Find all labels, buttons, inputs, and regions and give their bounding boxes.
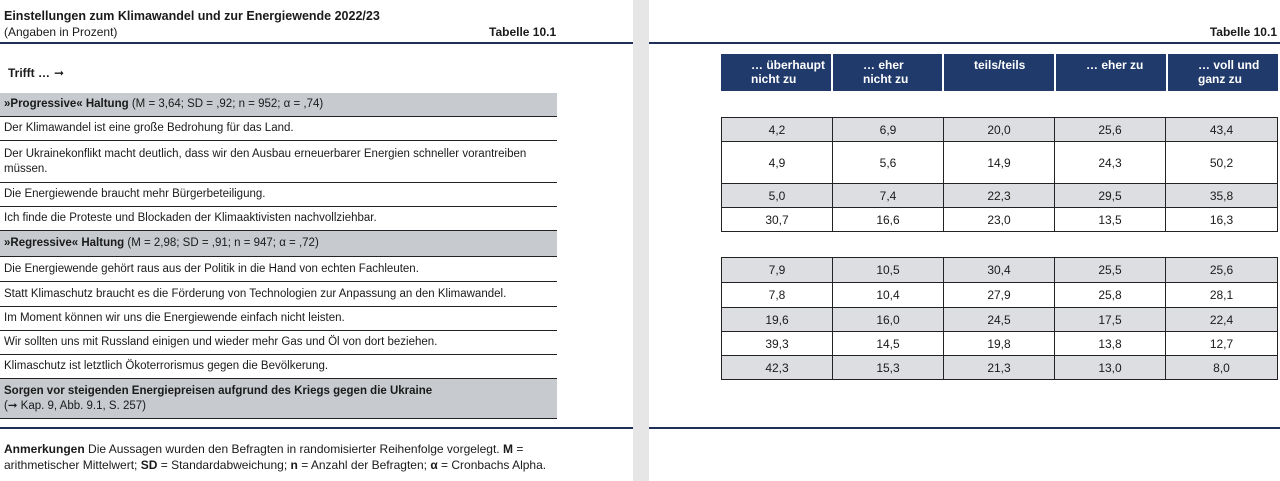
value-cell: 4,2 <box>722 118 833 141</box>
progressive-header-stats: (M = 3,64; SD = ,92; n = 952; α = ,74) <box>131 98 324 110</box>
value-row <box>721 207 1278 232</box>
regressive-header <box>0 231 557 257</box>
value-cell: 7,4 <box>833 184 944 207</box>
notes-alpha-def: = Cronbachs Alpha. <box>441 458 547 472</box>
value-cell: 25,8 <box>1055 283 1166 307</box>
value-cell: 16,3 <box>1209 212 1234 227</box>
regressive-header-stats: (M = 2,98; SD = ,91; n = 947; α = ,72) <box>127 237 319 249</box>
column-header-line: … überhaupt <box>751 58 825 72</box>
table-subtitle: (Angaben in Prozent) <box>4 25 118 39</box>
notes-sd-def: = Standardabweichung; <box>160 458 288 472</box>
sorgen-header-ref: (➞ Kap. 9, Abb. 9.1, S. 257) <box>4 399 146 412</box>
notes-alpha: α <box>430 458 438 472</box>
notes-sd: SD <box>140 458 158 472</box>
header-rule-left <box>0 42 633 44</box>
statement-row: Klimaschutz ist letztlich Ökoterrorismus gegen die Bevölkerung. <box>0 355 557 379</box>
value-cell: 16,6 <box>833 208 944 231</box>
value-cell: 8,0 <box>1166 356 1277 379</box>
sorgen-header <box>0 379 557 419</box>
page-gutter <box>633 0 649 481</box>
value-cell: 10,5 <box>833 258 944 282</box>
column-header-line: nicht zu <box>863 72 909 86</box>
footer-rule-right <box>649 427 1280 429</box>
value-cell: 13,8 <box>1055 332 1166 355</box>
value-cell: 25,6 <box>1166 258 1277 282</box>
value-cell: 35,8 <box>1166 184 1277 207</box>
statement-row: Der Klimawandel ist eine große Bedrohung für das Land. <box>0 117 557 141</box>
value-cell: 19,6 <box>722 308 833 331</box>
left-page <box>0 0 633 481</box>
right-page <box>649 0 1280 481</box>
value-cell: 14,9 <box>944 142 1055 183</box>
value-cell: 50,2 <box>1209 155 1234 170</box>
value-row <box>721 331 1278 356</box>
value-cell: 7,8 <box>722 283 833 307</box>
arrow-right-icon: ➞ <box>54 66 65 80</box>
value-cell: 22,3 <box>944 184 1055 207</box>
value-cell: 5,0 <box>722 184 833 207</box>
statement-row: Wir sollten uns mit Russland einigen und wieder mehr Gas und Öl von dort beziehen. <box>0 331 557 355</box>
notes-label: Anmerkungen <box>4 442 85 456</box>
value-cell: 20,0 <box>944 118 1055 141</box>
value-cell: 10,4 <box>833 283 944 307</box>
value-cell: 17,5 <box>1055 308 1166 331</box>
value-row <box>721 307 1278 332</box>
value-cell: 15,3 <box>833 356 944 379</box>
table-title: Einstellungen zum Klimawandel und zur Energiewende 2022/23 <box>4 9 380 23</box>
notes <box>4 441 594 473</box>
value-cell: 7,9 <box>722 258 833 282</box>
sorgen-header-label: Sorgen vor steigenden Energiepreisen aufgrund des Kriegs gegen die Ukraine <box>4 384 433 397</box>
value-cell: 21,3 <box>944 356 1055 379</box>
value-row <box>721 282 1278 308</box>
value-cell: 22,4 <box>1166 308 1277 331</box>
footer-rule-left <box>0 427 633 429</box>
notes-m-def: = arithmetischer Mittelwert; <box>4 442 524 472</box>
value-cell: 12,7 <box>1209 336 1234 351</box>
value-cell: 25,6 <box>1055 118 1166 141</box>
value-cell: 13,5 <box>1055 208 1166 231</box>
value-row <box>721 183 1278 208</box>
value-cell: 25,5 <box>1055 258 1166 282</box>
statement-row: Statt Klimaschutz braucht es die Förderung von Technologien zur Anpassung an den Klimawandel. <box>0 282 557 307</box>
value-row <box>721 355 1278 380</box>
statement-row: Im Moment können wir uns die Energiewende einfach nicht leisten. <box>0 307 557 331</box>
statement-row: Die Energiewende gehört raus aus der Politik in die Hand von echten Fachleuten. <box>0 257 557 282</box>
notes-n: n <box>290 458 298 472</box>
column-header-line: … voll und <box>1198 58 1260 72</box>
column-header-ueberhaupt-nicht <box>721 54 831 91</box>
value-row <box>721 117 1278 142</box>
value-cell: 23,0 <box>944 208 1055 231</box>
value-cell: 30,4 <box>944 258 1055 282</box>
column-header-line: nicht zu <box>751 72 797 86</box>
column-header-line: teils/teils <box>974 58 1026 72</box>
notes-text: Die Aussagen wurden den Befragten in randomisierter Reihenfolge vorgelegt. <box>88 442 500 456</box>
column-header-voll-und-ganz <box>1168 54 1278 91</box>
column-header-teils <box>944 54 1054 91</box>
value-cell: 30,7 <box>722 208 833 231</box>
column-header-line: ganz zu <box>1198 72 1242 86</box>
value-cell: 28,1 <box>1209 288 1234 302</box>
value-cell: 19,8 <box>944 332 1055 355</box>
table-number-right: Tabelle 10.1 <box>1209 25 1277 39</box>
value-cell: 29,5 <box>1055 184 1166 207</box>
column-header-line: … eher zu <box>1086 58 1144 72</box>
value-cell: 5,6 <box>833 142 944 183</box>
progressive-header <box>0 93 557 117</box>
statement-row: Der Ukrainekonflikt macht deutlich, dass wir den Ausbau erneuerbarer Energien schneller vorantreiben müssen. <box>0 141 557 183</box>
value-cell: 42,3 <box>722 356 833 379</box>
value-cell: 24,3 <box>1055 142 1166 183</box>
header-rule-right <box>649 42 1280 44</box>
table-number-left: Tabelle 10.1 <box>489 25 557 39</box>
regressive-header-label: »Regressive« Haltung <box>4 237 125 249</box>
notes-m: M <box>502 442 513 456</box>
column-header-eher-zu <box>1056 54 1166 91</box>
column-header-eher-nicht <box>833 54 942 91</box>
value-cell: 27,9 <box>944 283 1055 307</box>
statement-row: Die Energiewende braucht mehr Bürgerbeteiligung. <box>0 183 557 207</box>
value-cell: 13,0 <box>1055 356 1166 379</box>
trifft-label <box>8 66 64 80</box>
value-cell: 16,0 <box>833 308 944 331</box>
progressive-header-label: »Progressive« Haltung <box>4 98 129 110</box>
value-row <box>721 257 1278 283</box>
value-cell: 4,9 <box>722 142 833 183</box>
trifft-text: Trifft … <box>8 66 50 80</box>
value-cell: 43,4 <box>1166 118 1277 141</box>
column-header-line: … eher <box>863 58 904 72</box>
value-cell: 14,5 <box>833 332 944 355</box>
value-row <box>721 141 1278 184</box>
statement-row: Ich finde die Proteste und Blockaden der Klimaaktivisten nachvollziehbar. <box>0 207 557 231</box>
value-cell: 24,5 <box>944 308 1055 331</box>
value-cell: 39,3 <box>722 332 833 355</box>
value-cell: 6,9 <box>833 118 944 141</box>
notes-n-def: = Anzahl der Befragten; <box>301 458 427 472</box>
